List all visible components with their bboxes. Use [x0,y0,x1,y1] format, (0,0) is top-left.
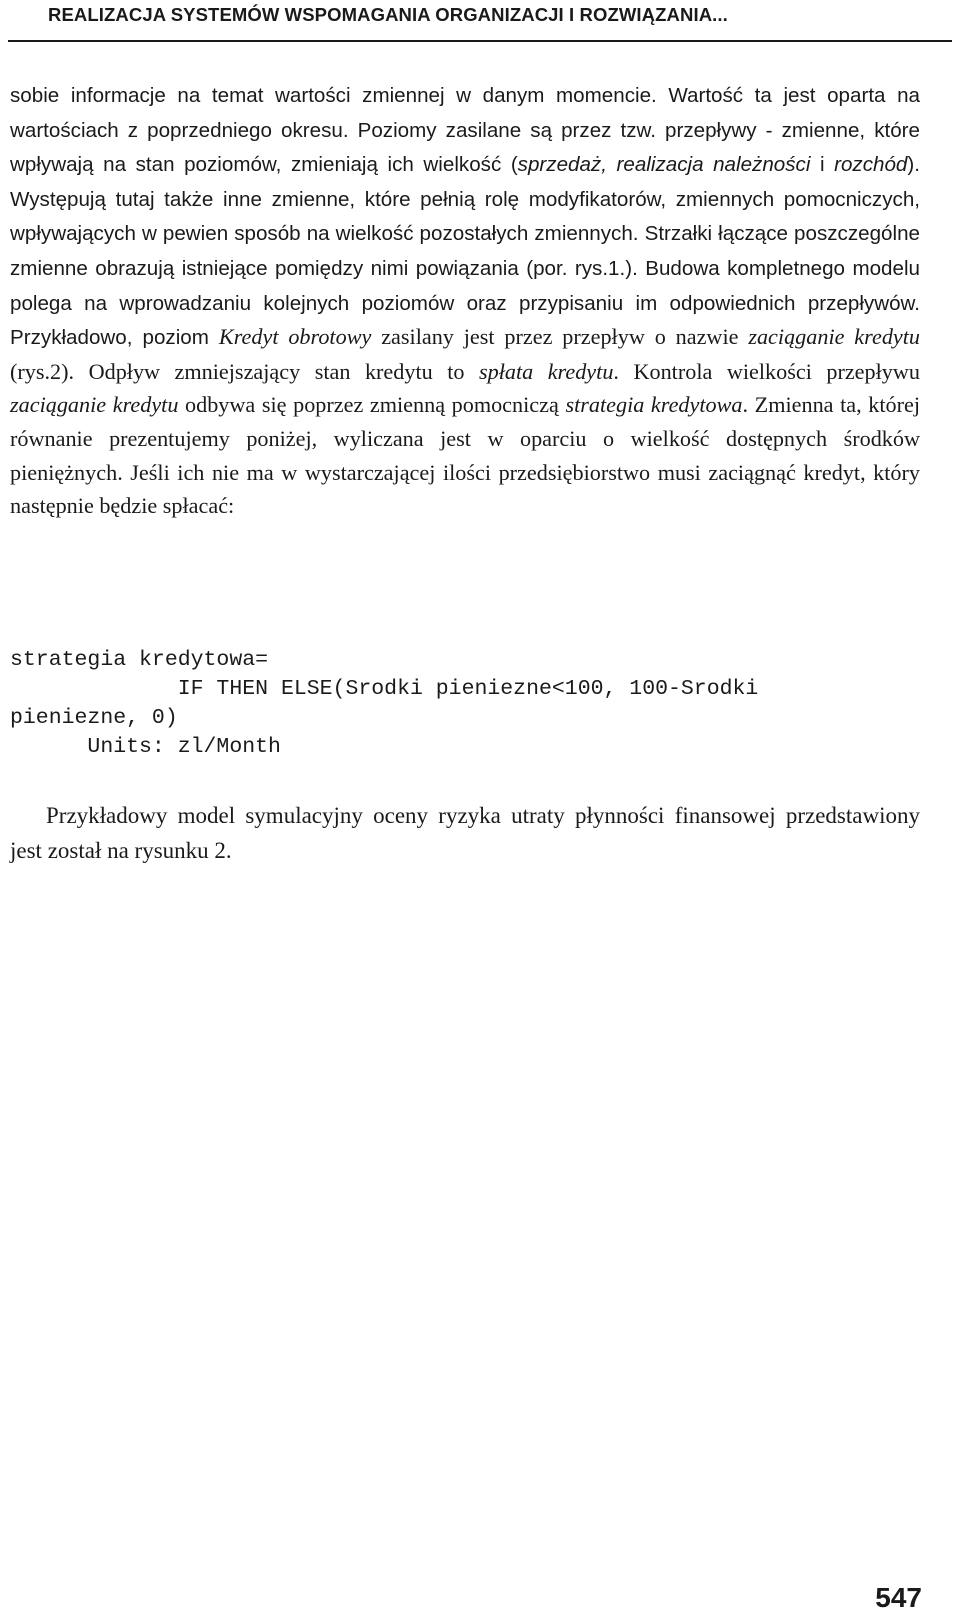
closing-paragraph: Przykładowy model symulacyjny oceny ryzyka utraty płynności finansowej przedstawiony jest został na rysunku 2. [10,803,920,863]
italic-term: Kredyt obrotowy [218,324,372,350]
text-segment: i [810,153,835,177]
text-segment: odbywa się poprzez zmienną pomocniczą [178,392,566,418]
text-segment: sobie informacje na temat wartości zmiennej w danym momencie. Wartość ta jest oparta na wartościach z poprzedniego okresu. Poziomy zasilane są przez tzw. przepływy - zmienne, które wpływają na stan poziomów, zmieniają ich wielkość ( [10,84,920,177]
main-paragraph [10,78,920,523]
italic-term: rozchód [834,153,908,177]
code-line: IF THEN ELSE(Srodki pieniezne<100, 100-Srodki [10,677,759,701]
text-segment: zasilany jest przez przepływ o nazwie [371,324,749,350]
code-line: Units: zl/Month [10,735,281,759]
text-segment: ). Występują tutaj także inne zmienne, które pełnią rolę modyfikatorów, zmiennych pomocniczych, wpływających w pewien sposób na wielkość pozostałych zmiennych. Strzałki łączące poszczególne zmienne obrazują istniejące pomiędzy nimi powiązania (por. rys.1.). Budowa kompletnego modelu polega na wprowadzaniu kolejnych poziomów oraz przypisaniu im odpowiednich przepływów. Przykładowo, poziom [10,153,920,350]
running-header: REALIZACJA SYSTEMÓW WSPOMAGANIA ORGANIZACJI I ROZWIĄZANIA... [48,4,728,25]
text-segment: (rys.2). Odpływ zmniejszający stan kredytu to [10,358,479,384]
italic-term: zaciąganie kredytu [748,324,921,350]
page-number: 547 [875,1582,922,1613]
italic-term: zaciąganie kredytu [10,392,179,418]
header-rule [8,40,952,42]
code-line: pieniezne, 0) [10,706,178,730]
text-segment: . Zmienna ta, której równanie prezentujemy poniżej, wyliczana jest w oparciu o wielkość dostępnych środków pieniężnych. Jeśli ich nie ma w wystarczającej ilości przedsiębiorstwo musi zaciągnąć kredyt, który następnie będzie spłacać: [10,392,921,519]
italic-term: spłata kredytu [478,358,614,384]
code-line: strategia kredytowa= [10,648,269,672]
equation-code-block [10,646,758,762]
text-segment: . Kontrola wielkości przepływu [613,358,920,384]
italic-term: sprzedaż, realizacja należności [517,153,811,177]
italic-term: strategia kredytowa [565,392,743,418]
